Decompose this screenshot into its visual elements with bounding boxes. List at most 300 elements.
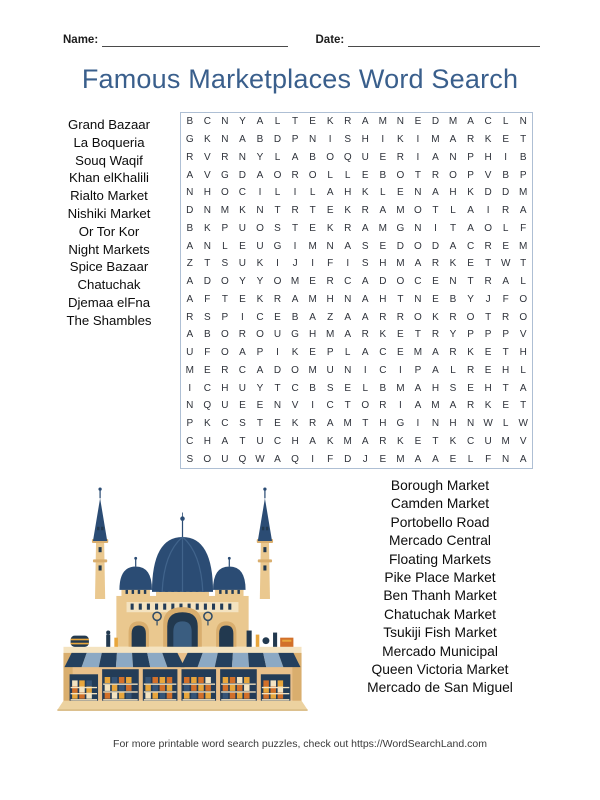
grid-cell: B bbox=[379, 382, 387, 394]
grid-cell: K bbox=[484, 400, 492, 412]
grid-cell: M bbox=[501, 435, 510, 447]
grid-cell: E bbox=[379, 240, 387, 252]
grid-cell: M bbox=[396, 453, 405, 465]
grid-cell: N bbox=[203, 240, 211, 252]
grid-cell: R bbox=[502, 205, 510, 217]
name-date-row bbox=[63, 33, 540, 47]
grid-cell: P bbox=[519, 169, 527, 181]
word-list-item: Grand Bazaar bbox=[67, 117, 151, 132]
grid-cell: I bbox=[311, 400, 314, 412]
name-input-line[interactable] bbox=[102, 33, 287, 47]
grid-cell: T bbox=[397, 293, 404, 305]
grid-cell: O bbox=[203, 453, 212, 465]
grid-cell: F bbox=[204, 347, 211, 359]
grid-cell: R bbox=[221, 364, 229, 376]
grid-cell: R bbox=[186, 151, 194, 163]
grid-cell: R bbox=[291, 169, 299, 181]
grid-cell: M bbox=[308, 364, 317, 376]
grid-cell: A bbox=[256, 116, 264, 128]
grid-cell: L bbox=[450, 205, 456, 217]
grid-cell: A bbox=[309, 435, 316, 447]
grid-cell: Y bbox=[256, 276, 264, 288]
grid-cell: K bbox=[467, 347, 474, 359]
grid-cell: U bbox=[221, 400, 229, 412]
grid-cell: S bbox=[344, 134, 352, 146]
grid-cell: F bbox=[520, 222, 527, 234]
grid-cell: E bbox=[449, 453, 457, 465]
central-dome bbox=[152, 513, 213, 598]
grid-cell: S bbox=[361, 258, 369, 270]
grid-cell: L bbox=[362, 382, 369, 394]
grid-cell: I bbox=[293, 240, 297, 252]
grid-cell: A bbox=[361, 435, 369, 447]
grid-cell: J bbox=[292, 258, 298, 270]
grid-cell: T bbox=[449, 222, 457, 234]
grid-cell: D bbox=[238, 169, 247, 181]
grid-cell: A bbox=[186, 169, 194, 181]
grid-cell: G bbox=[396, 418, 405, 430]
grid-cell: N bbox=[256, 205, 264, 217]
grid-cell: Z bbox=[186, 258, 193, 270]
word-list-item: The Shambles bbox=[66, 312, 152, 328]
grid-cell: G bbox=[396, 222, 405, 234]
grid-cell: L bbox=[274, 116, 281, 128]
grid-cell: K bbox=[361, 187, 369, 199]
grid-cell: A bbox=[186, 276, 194, 288]
grid-cell: E bbox=[467, 258, 474, 270]
grid-cell: A bbox=[379, 205, 387, 217]
word-list-right bbox=[320, 477, 560, 698]
grid-cell: K bbox=[344, 205, 352, 217]
grid-cell: R bbox=[273, 293, 282, 305]
grid-cell: H bbox=[484, 151, 492, 163]
grid-cell: T bbox=[204, 258, 211, 270]
grid-cell: J bbox=[485, 293, 491, 305]
grid-cell: E bbox=[414, 116, 422, 128]
grid-cell: I bbox=[486, 205, 490, 217]
grid-cell: O bbox=[396, 169, 405, 181]
grid-cell: E bbox=[361, 169, 369, 181]
grid-cell: M bbox=[185, 364, 194, 376]
grid-cell: P bbox=[291, 134, 299, 146]
name-label: Name: bbox=[63, 34, 99, 46]
grid-cell: A bbox=[256, 169, 264, 181]
grid-cell: Y bbox=[239, 116, 246, 128]
grid-cell: K bbox=[291, 418, 299, 430]
grid-cell: E bbox=[309, 276, 316, 288]
grid-cell: A bbox=[361, 276, 369, 288]
grid-cell: E bbox=[239, 293, 246, 305]
grid-cell: T bbox=[414, 169, 421, 181]
grid-cell: N bbox=[414, 222, 422, 234]
grid-cell: O bbox=[326, 151, 335, 163]
grid-cell: V bbox=[203, 169, 211, 181]
grid-cell: N bbox=[449, 276, 457, 288]
grid-cell: B bbox=[449, 293, 457, 305]
grid-cell: R bbox=[344, 116, 352, 128]
grid-cell: M bbox=[519, 240, 528, 252]
grid-cell: A bbox=[239, 134, 246, 146]
word-list-item: Floating Markets bbox=[389, 551, 491, 567]
grid-cell: A bbox=[326, 187, 334, 199]
grid-cell: H bbox=[379, 293, 387, 305]
grid-cell: A bbox=[344, 329, 352, 341]
grid-cell: I bbox=[293, 187, 297, 199]
grid-cell: S bbox=[326, 382, 334, 394]
grid-cell: M bbox=[378, 222, 387, 234]
grid-cell: C bbox=[203, 382, 211, 394]
grid-cell: E bbox=[344, 382, 352, 394]
grid-cell: T bbox=[414, 329, 421, 341]
grid-cell: I bbox=[346, 258, 350, 270]
mosque-facade bbox=[116, 596, 248, 647]
grid-cell: R bbox=[502, 311, 510, 323]
grid-cell: D bbox=[431, 240, 440, 252]
word-list-item: Portobello Road bbox=[390, 514, 490, 530]
word-list-item: Pike Place Market bbox=[384, 570, 496, 586]
grid-cell: R bbox=[379, 311, 387, 323]
grid-cell: M bbox=[220, 205, 230, 217]
grid-cell: H bbox=[344, 187, 352, 199]
grid-cell: O bbox=[396, 276, 405, 288]
grid-cell: C bbox=[379, 364, 387, 376]
grid-cell: N bbox=[519, 116, 527, 128]
grid-cell: P bbox=[326, 347, 334, 359]
grid-cell: O bbox=[273, 169, 282, 181]
grid-cell: M bbox=[431, 400, 440, 412]
grid-cell: E bbox=[397, 329, 404, 341]
word-list-item: Chatuchak Market bbox=[384, 606, 496, 622]
grid-cell: K bbox=[203, 222, 211, 234]
grid-cell: M bbox=[308, 293, 317, 305]
grid-cell: K bbox=[256, 258, 264, 270]
grid-cell: A bbox=[449, 240, 457, 252]
grid-cell: D bbox=[379, 276, 387, 288]
grid-cell: R bbox=[379, 435, 387, 447]
grid-cell: K bbox=[326, 435, 334, 447]
grid-cell: R bbox=[238, 329, 247, 341]
grid-cell: T bbox=[485, 311, 492, 323]
grid-cell: L bbox=[327, 169, 333, 181]
grid-cell: O bbox=[361, 400, 370, 412]
grid-cell: H bbox=[449, 187, 457, 199]
grid-cell: D bbox=[502, 187, 510, 199]
word-list-item: Spice Bazaar bbox=[69, 259, 149, 275]
grid-cell: V bbox=[291, 400, 299, 412]
grid-cell: U bbox=[273, 329, 282, 341]
grid-cell: N bbox=[326, 240, 334, 252]
grid-cell: N bbox=[414, 293, 422, 305]
word-list-item: Tsukiji Fish Market bbox=[383, 625, 497, 641]
grid-cell: H bbox=[326, 293, 334, 305]
left-awning bbox=[64, 653, 184, 667]
grid-cell: N bbox=[309, 134, 317, 146]
left-minaret bbox=[92, 487, 108, 599]
grid-cell: T bbox=[485, 258, 492, 270]
grid-cell: P bbox=[414, 364, 422, 376]
grid-cell: K bbox=[326, 116, 334, 128]
grid-cell: R bbox=[431, 329, 440, 341]
grid-cell: T bbox=[432, 205, 439, 217]
grid-cell: L bbox=[502, 418, 509, 430]
grid-cell: I bbox=[381, 134, 385, 146]
grid-cell: A bbox=[291, 151, 299, 163]
grid-cell: O bbox=[449, 169, 457, 181]
grid-cell: P bbox=[221, 222, 229, 234]
grid-cell: N bbox=[502, 453, 510, 465]
grid-cell: O bbox=[256, 329, 264, 341]
name-field bbox=[63, 33, 288, 47]
grid-cell: M bbox=[290, 276, 300, 288]
grid-cell: G bbox=[273, 240, 282, 252]
grid-cell: R bbox=[396, 151, 404, 163]
grid-cell: A bbox=[361, 347, 369, 359]
grid-cell: A bbox=[519, 382, 527, 394]
word-list-item: Queen Victoria Market bbox=[371, 662, 509, 678]
grid-cell: R bbox=[466, 364, 475, 376]
grid-cell: E bbox=[502, 134, 509, 146]
grid-cell: T bbox=[292, 222, 299, 234]
word-list-item: Khan elKhalili bbox=[69, 170, 149, 186]
grid-cell: T bbox=[362, 418, 369, 430]
grid-cell: L bbox=[344, 347, 351, 359]
grid-cell: C bbox=[379, 347, 387, 359]
grid-cell: U bbox=[256, 435, 264, 447]
grid-cell: A bbox=[361, 116, 369, 128]
grid-cell: M bbox=[343, 418, 352, 430]
grid-cell: H bbox=[431, 382, 440, 394]
grid-cell: K bbox=[467, 187, 474, 199]
grid-cell: T bbox=[274, 382, 281, 394]
grid-cell: N bbox=[344, 293, 352, 305]
grid-cell: A bbox=[432, 453, 439, 465]
grid-cell: U bbox=[186, 347, 194, 359]
grid-cell: N bbox=[238, 151, 247, 163]
grid-cell: W bbox=[518, 418, 528, 430]
grid-cell: A bbox=[344, 240, 352, 252]
grid-cell: I bbox=[241, 311, 244, 323]
grid-cell: M bbox=[519, 187, 528, 199]
grid-cell: R bbox=[431, 169, 440, 181]
grid-cell: P bbox=[186, 418, 194, 430]
grid-cell: G bbox=[185, 134, 194, 146]
grid-cell: C bbox=[466, 240, 475, 252]
grid-cell: E bbox=[467, 382, 474, 394]
grid-cell: Y bbox=[239, 276, 246, 288]
grid-cell: F bbox=[502, 293, 509, 305]
grid-cell: P bbox=[484, 329, 492, 341]
grid-cell: Y bbox=[256, 382, 264, 394]
grid-cell: A bbox=[361, 222, 369, 234]
grid-cell: H bbox=[379, 418, 387, 430]
grid-cell: A bbox=[414, 382, 422, 394]
grid-cell: R bbox=[221, 151, 229, 163]
grid-cell: P bbox=[221, 311, 229, 323]
grid-cell: P bbox=[467, 329, 474, 341]
grid-cell: I bbox=[416, 418, 420, 430]
date-input-line[interactable] bbox=[348, 33, 540, 47]
grid-cell: A bbox=[361, 311, 369, 323]
grid-cell: A bbox=[502, 276, 509, 288]
grid-cell: T bbox=[292, 116, 299, 128]
grid-cell: O bbox=[220, 347, 229, 359]
grid-cell: I bbox=[276, 347, 279, 359]
grid-cell: E bbox=[274, 311, 281, 323]
grid-cell: E bbox=[274, 418, 281, 430]
grid-cell: B bbox=[291, 311, 299, 323]
grid-cell: M bbox=[413, 347, 423, 359]
grid-cell: T bbox=[274, 205, 281, 217]
grid-cell: F bbox=[327, 453, 334, 465]
storefront bbox=[63, 653, 301, 701]
grid-cell: T bbox=[239, 435, 246, 447]
grid-cell: D bbox=[484, 187, 492, 199]
word-list-item: Or Tor Kor bbox=[78, 223, 140, 239]
grid-cell: M bbox=[378, 116, 387, 128]
grid-cell: T bbox=[520, 258, 527, 270]
grid-cell: C bbox=[291, 382, 299, 394]
grid-cell: O bbox=[414, 311, 422, 323]
grid-cell: L bbox=[450, 364, 456, 376]
grid-cell: Y bbox=[467, 293, 474, 305]
grid-cell: A bbox=[186, 240, 194, 252]
grid-cell: B bbox=[379, 169, 387, 181]
grid-cell: B bbox=[309, 382, 316, 394]
grid-cell: T bbox=[432, 435, 439, 447]
grid-cell: A bbox=[467, 205, 474, 217]
grid-cell: E bbox=[239, 240, 246, 252]
grid-cell: C bbox=[273, 435, 282, 447]
grid-cell: E bbox=[309, 116, 316, 128]
grid-cell: T bbox=[502, 382, 509, 394]
grid-cell: C bbox=[344, 276, 352, 288]
right-minaret bbox=[257, 487, 273, 599]
grid-cell: L bbox=[502, 116, 509, 128]
grid-cell: R bbox=[361, 205, 369, 217]
word-list-item: Night Markets bbox=[68, 241, 150, 257]
grid-cell: D bbox=[344, 453, 352, 465]
grid-cell: E bbox=[414, 435, 422, 447]
grid-cell: O bbox=[220, 329, 229, 341]
bazaar-illustration bbox=[55, 482, 310, 716]
grid-cell: E bbox=[309, 347, 316, 359]
grid-cell: I bbox=[416, 151, 420, 163]
grid-cell: I bbox=[188, 382, 192, 394]
date-label: Date: bbox=[315, 34, 345, 46]
page-title: Famous Marketplaces Word Search bbox=[81, 64, 519, 94]
grid-cell: K bbox=[326, 222, 334, 234]
grid-cell: H bbox=[502, 364, 510, 376]
grid-cell: P bbox=[467, 151, 474, 163]
word-search-grid bbox=[180, 112, 533, 469]
grid-cell: D bbox=[431, 116, 440, 128]
grid-cell: W bbox=[500, 258, 511, 270]
grid-cell: U bbox=[238, 382, 247, 394]
grid-cell: R bbox=[344, 222, 352, 234]
grid-cell: Q bbox=[343, 151, 352, 163]
grid-cell: K bbox=[239, 205, 246, 217]
grid-cell: N bbox=[344, 364, 352, 376]
grid-cell: T bbox=[344, 400, 351, 412]
grid-cell: Y bbox=[256, 151, 264, 163]
grid-cell: M bbox=[308, 240, 317, 252]
grid-cell: E bbox=[397, 187, 404, 199]
grid-cell: J bbox=[362, 453, 368, 465]
grid-cell: V bbox=[203, 151, 211, 163]
grid-cell: E bbox=[203, 364, 211, 376]
grid-cell: D bbox=[273, 364, 282, 376]
grid-cell: O bbox=[484, 222, 492, 234]
grid-cell: R bbox=[449, 347, 457, 359]
grid-cell: L bbox=[344, 169, 351, 181]
grid-cell: S bbox=[239, 418, 246, 430]
grid-cell: A bbox=[344, 311, 352, 323]
grid-cell: E bbox=[379, 151, 387, 163]
grid-cell: O bbox=[519, 293, 528, 305]
grid-cell: O bbox=[466, 311, 475, 323]
grid-cell: E bbox=[502, 240, 509, 252]
word-list-item: Nishiki Market bbox=[67, 205, 151, 221]
grid-cell: B bbox=[502, 169, 509, 181]
word-list-item: Rialto Market bbox=[70, 188, 148, 204]
grid-cell: N bbox=[273, 400, 282, 412]
grid-cell: L bbox=[380, 187, 386, 199]
grid-cell: N bbox=[431, 418, 440, 430]
grid-cell: T bbox=[221, 293, 228, 305]
grid-cell: T bbox=[502, 347, 509, 359]
grid-cell: A bbox=[239, 347, 246, 359]
right-side-dome bbox=[213, 557, 246, 599]
grid-cell: H bbox=[449, 418, 457, 430]
grid-cell: H bbox=[484, 382, 492, 394]
grid-cell: O bbox=[414, 240, 422, 252]
grid-cell: F bbox=[327, 258, 334, 270]
grid-cell: A bbox=[432, 187, 439, 199]
grid-cell: H bbox=[291, 435, 299, 447]
grid-cell: B bbox=[203, 329, 211, 341]
grid-cell: I bbox=[311, 258, 314, 270]
grid-cell: L bbox=[467, 453, 474, 465]
grid-cell: R bbox=[431, 258, 440, 270]
grid-cell: E bbox=[379, 453, 387, 465]
grid-cell: K bbox=[397, 134, 404, 146]
grid-cell: N bbox=[396, 116, 404, 128]
grid-cell: E bbox=[256, 400, 264, 412]
grid-cell: V bbox=[484, 169, 492, 181]
grid-cell: M bbox=[396, 258, 405, 270]
grid-cell: D bbox=[396, 240, 404, 252]
grid-cell: D bbox=[203, 276, 211, 288]
grid-cell: T bbox=[256, 418, 264, 430]
grid-cell: N bbox=[221, 134, 229, 146]
grid-cell: S bbox=[361, 240, 369, 252]
word-list-item: Mercado Municipal bbox=[382, 643, 498, 659]
grid-cell: M bbox=[343, 435, 352, 447]
grid-cell: V bbox=[519, 329, 527, 341]
grid-cell: A bbox=[274, 453, 281, 465]
grid-cell: U bbox=[221, 453, 229, 465]
grid-cell: H bbox=[361, 134, 369, 146]
grid-cell: I bbox=[434, 222, 437, 234]
grid-cell: S bbox=[449, 382, 457, 394]
grid-cell: L bbox=[274, 187, 281, 199]
grid-cell: S bbox=[203, 311, 211, 323]
footer-note: For more printable word search puzzles, check out https://WordSearchLand.com bbox=[113, 738, 487, 750]
grid-cell: H bbox=[379, 258, 387, 270]
grid-cell: I bbox=[258, 187, 262, 199]
grid-cell: N bbox=[186, 400, 194, 412]
grid-cell: Q bbox=[203, 400, 212, 412]
